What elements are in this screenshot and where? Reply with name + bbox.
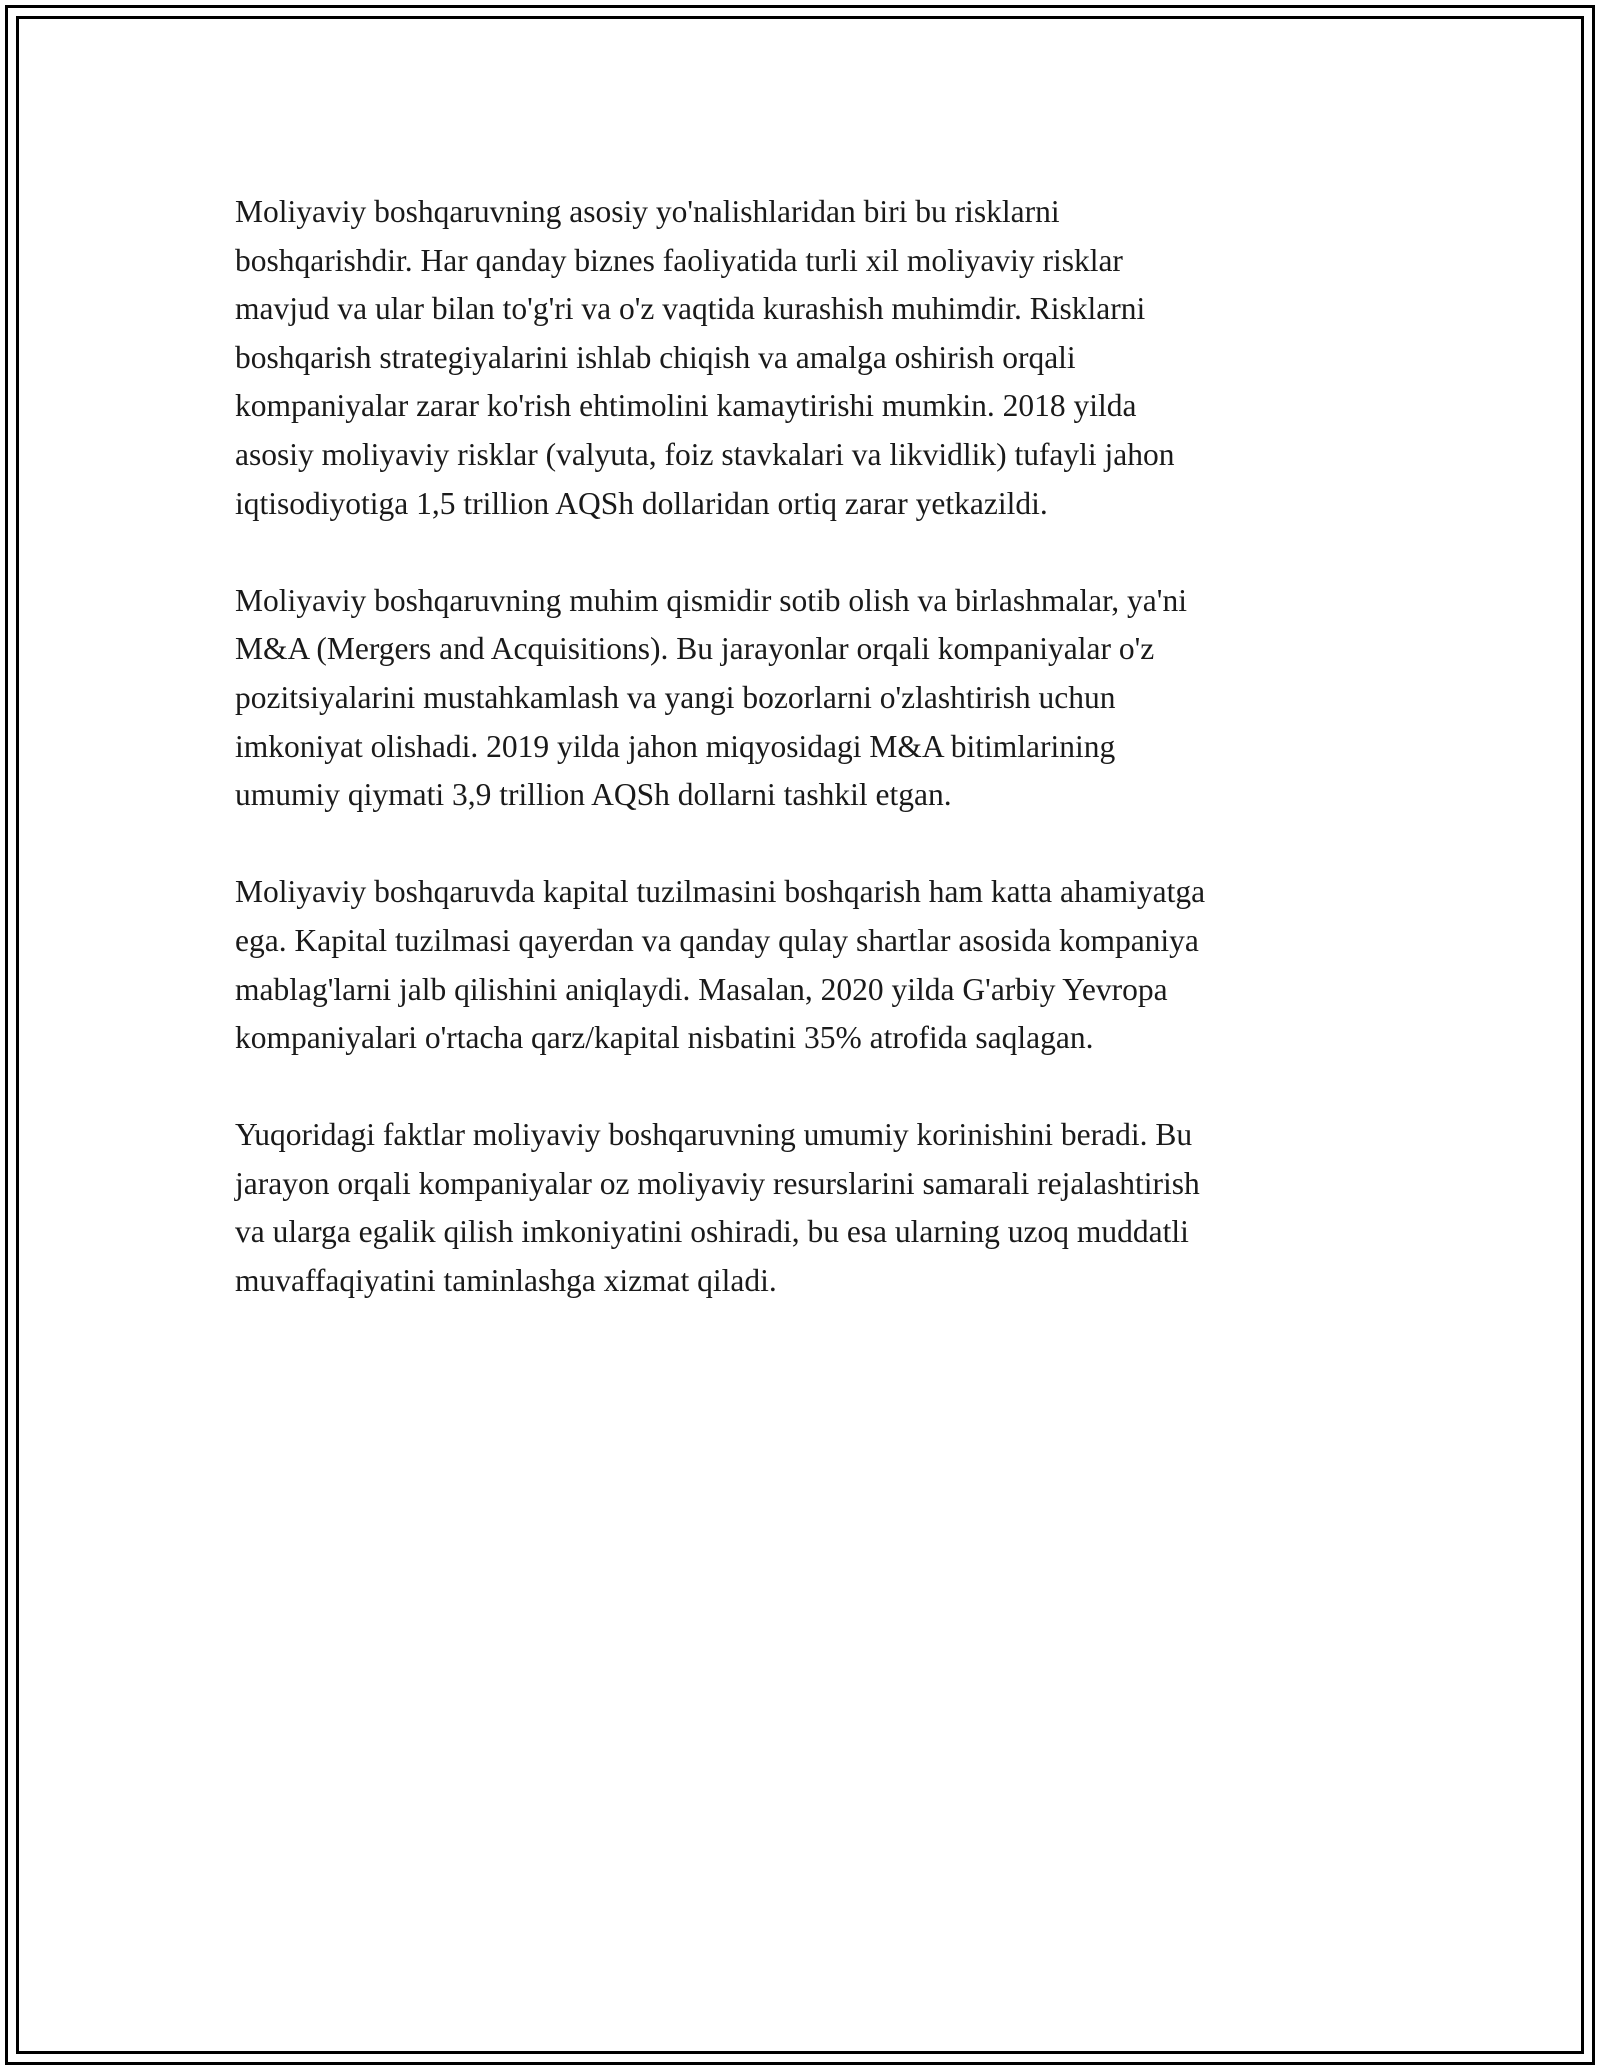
paragraph-conclusion: Yuqoridagi faktlar moliyaviy boshqaruvning umumiy korinishini beradi. Bu jarayon orqali kompaniyalar oz moliyaviy resurslarini samarali rejalashtirish va ularga egalik qilish imkoniyatini oshiradi, bu esa ularning uzoq muddatli muvaffaqiyatini taminlashga xizmat qiladi. <box>235 1117 1200 1299</box>
paragraph-risk-management: Moliyaviy boshqaruvning asosiy yo'nalishlaridan biri bu risklarni boshqarishdir. Har qanday biznes faoliyatida turli xil moliyaviy risklar mavjud va ular bilan to'g'ri va o'z vaqtida kurashish muhimdir. Risklarni boshqarish strategiyalarini ishlab chiqish va amalga oshirish orqali kompaniyalar zarar ko'rish ehtimolini kamaytirishi mumkin. 2018 yilda asosiy moliyaviy risklar (valyuta, foiz stavkalari va likvidlik) tufayli jahon iqtisodiyotiga 1,5 trillion AQSh dollaridan ortiq zarar yetkazildi. <box>235 194 1175 521</box>
document-body <box>235 188 1385 1354</box>
paragraph-mergers-acquisitions: Moliyaviy boshqaruvning muhim qismidir sotib olish va birlashmalar, ya'ni M&A (Mergers and Acquisitions). Bu jarayonlar orqali kompaniyalar o'z pozitsiyalarini mustahkamlash va yangi bozorlarni o'zlashtirish uchun imkoniyat olishadi. 2019 yilda jahon miqyosidagi M&A bitimlarining umumiy qiymati 3,9 trillion AQSh dollarni tashkil etgan. <box>235 582 1187 813</box>
paragraph-capital-structure: Moliyaviy boshqaruvda kapital tuzilmasini boshqarish ham katta ahamiyatga ega. Kapital tuzilmasi qayerdan va qanday qulay shartlar asosida kompaniya mablag'larni jalb qilishini aniqlaydi. Masalan, 2020 yilda G'arbiy Yevropa kompaniyalari o'rtacha qarz/kapital nisbatini 35% atrofida saqlagan. <box>235 874 1206 1056</box>
